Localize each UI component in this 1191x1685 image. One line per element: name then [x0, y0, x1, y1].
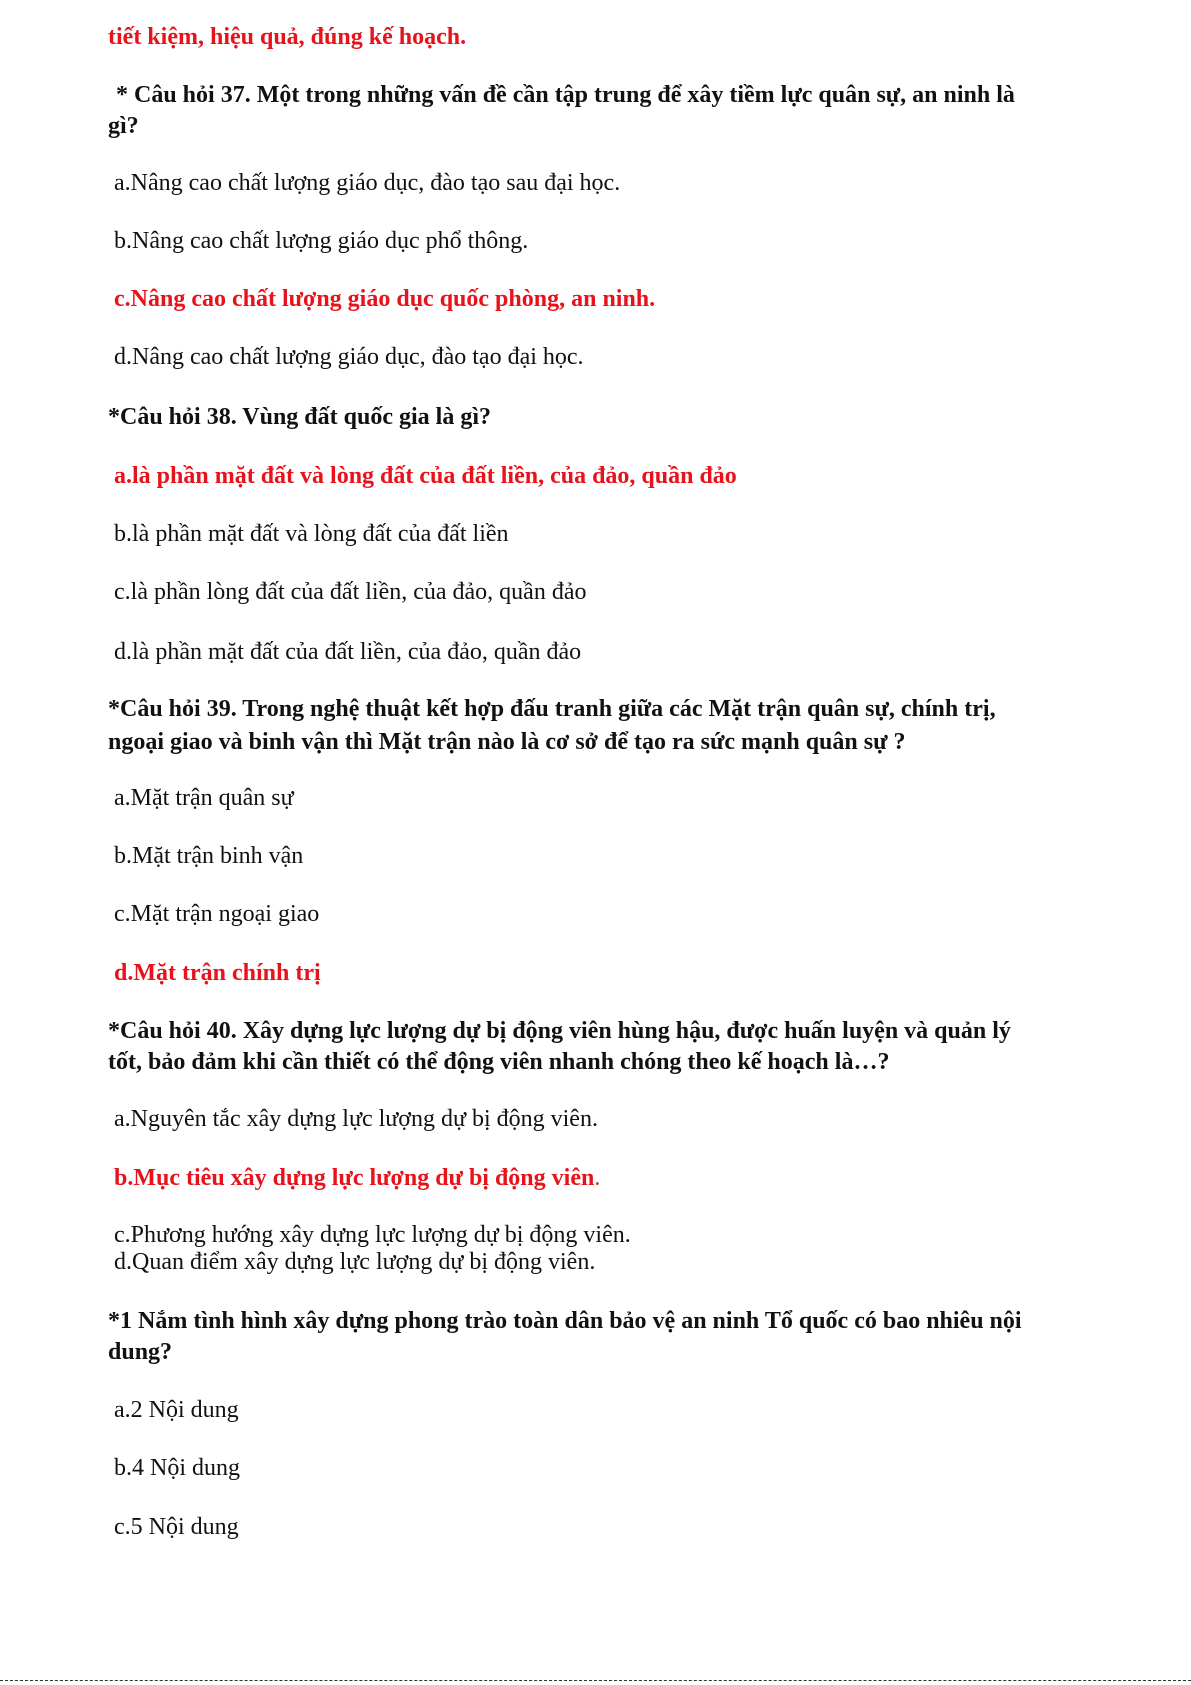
question-37-line-1: * Câu hỏi 37. Một trong những vấn đề cần tập trung để xây tiềm lực quân sự, an ninh là	[116, 82, 1015, 108]
question-39-option-b: b.Mặt trận binh vận	[114, 843, 304, 869]
question-40-option-a: a.Nguyên tắc xây dựng lực lượng dự bị động viên.	[114, 1106, 598, 1132]
question-1-option-a: a.2 Nội dung	[114, 1397, 239, 1423]
question-40-option-c: c.Phương hướng xây dựng lực lượng dự bị động viên.	[114, 1222, 631, 1248]
question-40-option-d: d.Quan điểm xây dựng lực lượng dự bị động viên.	[114, 1249, 596, 1275]
question-39-line-1: *Câu hỏi 39. Trong nghệ thuật kết hợp đấu tranh giữa các Mặt trận quân sự, chính trị,	[108, 696, 996, 722]
question-37-option-c-answer: c.Nâng cao chất lượng giáo dục quốc phòng, an ninh.	[114, 286, 656, 312]
question-1-option-c: c.5 Nội dung	[114, 1514, 239, 1540]
question-38-option-b: b.là phần mặt đất và lòng đất của đất liền	[114, 521, 509, 547]
page-bottom-divider	[0, 1680, 1191, 1681]
question-38: *Câu hỏi 38. Vùng đất quốc gia là gì?	[108, 404, 491, 430]
question-37-line-2: gì?	[108, 113, 139, 139]
question-40-option-b-period: .	[594, 1165, 601, 1191]
question-39-option-a: a.Mặt trận quân sự	[114, 785, 294, 811]
question-37-option-a: a.Nâng cao chất lượng giáo dục, đào tạo sau đại học.	[114, 170, 621, 196]
question-40-line-1: *Câu hỏi 40. Xây dựng lực lượng dự bị động viên hùng hậu, được huấn luyện và quản lý	[108, 1018, 1011, 1044]
question-40-option-b-answer: b.Mục tiêu xây dựng lực lượng dự bị động viên	[114, 1165, 595, 1191]
question-37-option-b: b.Nâng cao chất lượng giáo dục phổ thông.	[114, 228, 529, 254]
question-39-option-c: c.Mặt trận ngoại giao	[114, 901, 320, 927]
question-1-line-1: *1 Nắm tình hình xây dựng phong trào toàn dân bảo vệ an ninh Tổ quốc có bao nhiêu nội	[108, 1308, 1022, 1334]
question-1-line-2: dung?	[108, 1339, 173, 1365]
question-39-option-d-answer: d.Mặt trận chính trị	[114, 960, 321, 986]
question-38-option-d: d.là phần mặt đất của đất liền, của đảo, quần đảo	[114, 639, 582, 665]
question-37-option-d: d.Nâng cao chất lượng giáo dục, đào tạo đại học.	[114, 344, 584, 370]
question-38-option-a-answer: a.là phần mặt đất và lòng đất của đất liền, của đảo, quần đảo	[114, 463, 737, 489]
question-39-line-2: ngoại giao và binh vận thì Mặt trận nào là cơ sở để tạo ra sức mạnh quân sự ?	[108, 729, 906, 755]
question-40-line-2: tốt, bảo đảm khi cần thiết có thể động viên nhanh chóng theo kế hoạch là…?	[108, 1049, 890, 1075]
intro-tail-answer: tiết kiệm, hiệu quả, đúng kế hoạch.	[108, 24, 467, 50]
question-1-option-b: b.4 Nội dung	[114, 1455, 240, 1481]
question-40-option-b-line	[114, 1163, 600, 1193]
question-38-option-c: c.là phần lòng đất của đất liền, của đảo, quần đảo	[114, 579, 587, 605]
